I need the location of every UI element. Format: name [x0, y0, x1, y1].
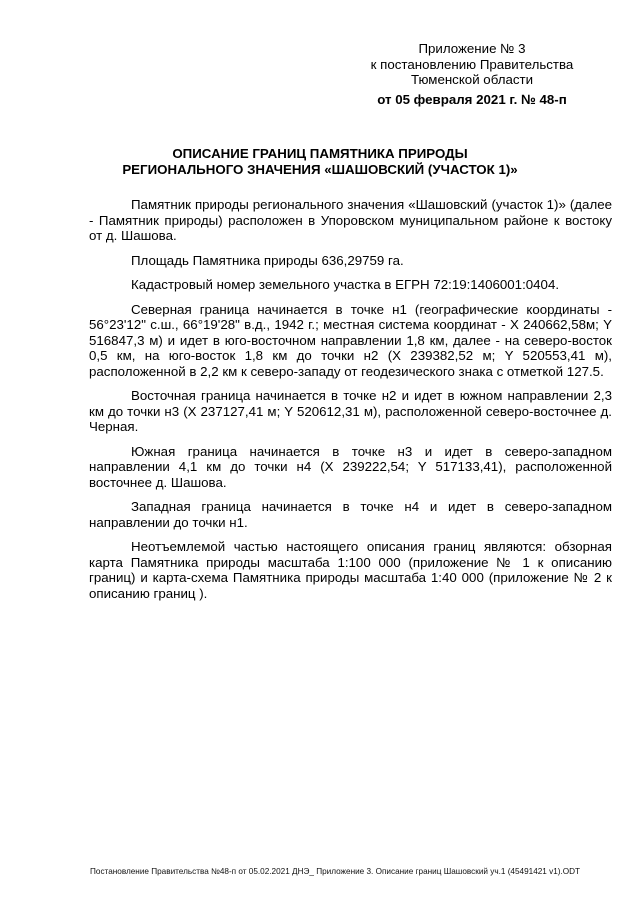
paragraph-attachments: Неотъемлемой частью настоящего описания границ являются: обзорная карта Памятника природы масштаба 1:100 000 (приложение № 1 к описанию границ) и карта-схема Памятника природы масштаба 1:40 000 (приложение № 2 к описанию границ ).	[89, 539, 612, 601]
document-title	[60, 146, 580, 177]
appendix-date: от 05 февраля 2021 г. № 48-п	[377, 91, 567, 107]
paragraph-south-border: Южная граница начинается в точке н3 и идет в северо-западном направлении 4,1 км до точки н4 (X 239222,54; Y 517133,41), расположенной восточнее д. Шашова.	[89, 443, 612, 490]
paragraph-area: Площадь Памятника природы 636,29759 га.	[131, 252, 404, 268]
title-line-1: ОПИСАНИЕ ГРАНИЦ ПАМЯТНИКА ПРИРОДЫ	[172, 146, 468, 161]
appendix-header	[352, 41, 592, 107]
paragraph-west-border: Западная граница начинается в точке н4 и идет в северо-западном направлении до точки н1.	[89, 499, 612, 530]
appendix-reference: к постановлению Правительства	[370, 56, 574, 72]
paragraph-cadastral: Кадастровый номер земельного участка в ЕГРН 72:19:1406001:0404.	[131, 277, 560, 292]
paragraph-north-border: Северная граница начинается в точке н1 (географические координаты - 56°23'12" с.ш., 66°19'28" в.д., 1942 г.; местная система координат - X 240662,58м; Y 516847,3 м) и идет в юго-восточном направлении 1,8 км, далее - на северо-восток 0,5 км, на юго-восток 1,8 км до точки н2 (X 239382,52 м; Y 520553,41 м), расположенной в 2,2 км к северо-западу от геодезического знака с отметкой 127.5.	[89, 301, 612, 379]
title-line-2: РЕГИОНАЛЬНОГО ЗНАЧЕНИЯ «ШАШОВСКИЙ (УЧАСТОК 1)»	[122, 161, 518, 177]
appendix-region: Тюменской области	[410, 72, 534, 87]
paragraph-location: Памятник природы регионального значения «Шашовский (участок 1)» (далее - Памятник природы) расположен в Упоровском муниципальном районе к востоку от д. Шашова.	[89, 197, 612, 243]
paragraph-east-border: Восточная граница начинается в точке н2 и идет в южном направлении 2,3 км до точки н3 (X 237127,41 м; Y 520612,31 м), расположенной северо-восточнее д. Черная.	[89, 388, 612, 434]
appendix-number: Приложение № 3	[418, 41, 526, 56]
document-body	[89, 197, 612, 610]
page-footer: Постановление Правительства №48-п от 05.02.2021 ДНЭ_ Приложение 3. Описание границ Шашовский уч.1 (45491421 v1).ODT	[90, 867, 581, 876]
